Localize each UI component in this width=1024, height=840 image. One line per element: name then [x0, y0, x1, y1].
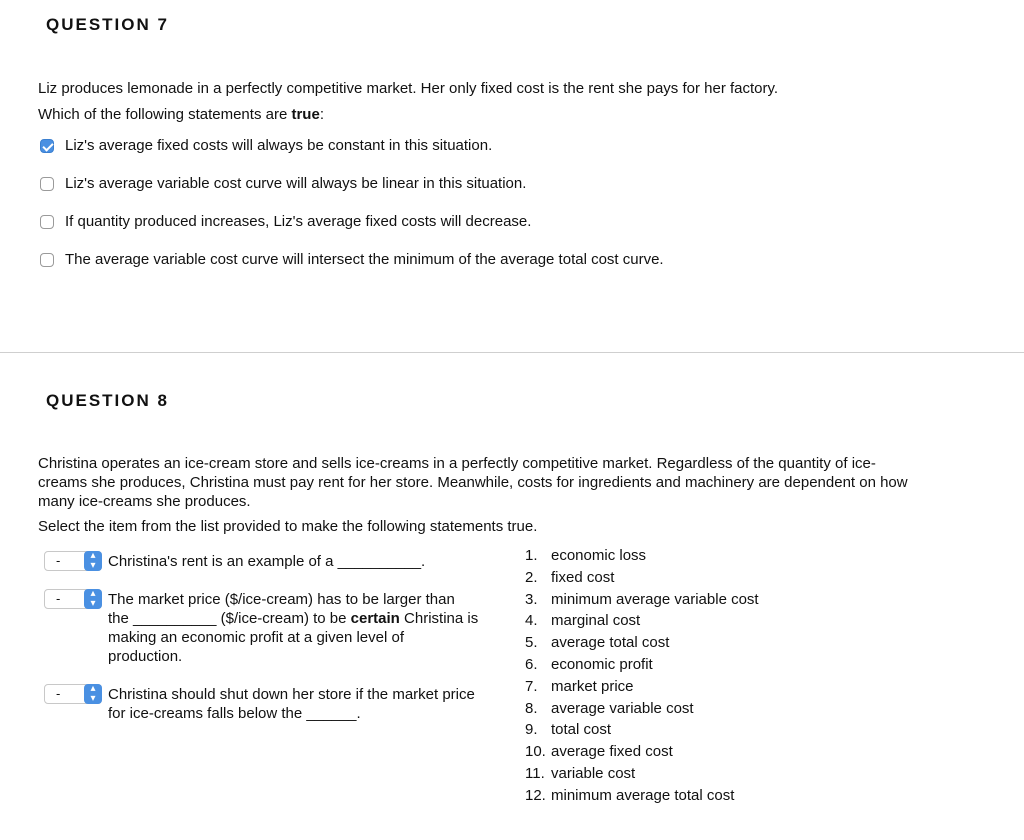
section-divider [0, 352, 1024, 353]
chevron-updown-icon[interactable]: ▴ ▾ [84, 684, 102, 704]
answer-select-2[interactable] [44, 589, 102, 609]
option-1[interactable] [40, 137, 492, 154]
list-item: 2. fixed cost [525, 568, 615, 586]
select-value: - [56, 686, 61, 701]
chevron-updown-icon[interactable]: ▴ ▾ [84, 551, 102, 571]
question-7-title: QUESTION 7 [46, 15, 169, 34]
question-8-prompt [38, 454, 908, 536]
statement-2: The market price ($/ice-cream) has to be larger than the __________ ($/ice-cream) to be certain Christina is making an economic profit at a given level of production. [108, 591, 479, 665]
checkbox-icon[interactable] [40, 215, 54, 229]
select-value: - [56, 553, 61, 568]
select-value: - [56, 591, 61, 606]
question-8-title: QUESTION 8 [46, 391, 169, 410]
list-item: 9. total cost [525, 721, 612, 739]
list-item: 5. average total cost [525, 634, 670, 652]
instruction: Select the item from the list provided to make the following statements true. [38, 518, 538, 535]
option-label: If quantity produced increases, Liz's average fixed costs will decrease. [65, 213, 532, 230]
option-label: Liz's average variable cost curve will always be linear in this situation. [65, 175, 527, 192]
list-item: 6. economic profit [525, 655, 653, 673]
option-label: Liz's average fixed costs will always be constant in this situation. [65, 137, 493, 154]
answer-list [525, 545, 759, 807]
checkbox-icon[interactable] [40, 253, 54, 267]
list-item: 1. economic loss [525, 547, 647, 564]
answer-select-3[interactable] [44, 684, 102, 704]
list-item: 12. minimum average total cost [525, 786, 735, 804]
option-4[interactable] [40, 251, 664, 268]
statement-1: Christina's rent is an example of a __________. [108, 553, 426, 570]
list-item: 3. minimum average variable cost [525, 590, 759, 608]
checkbox-icon[interactable] [40, 177, 54, 191]
answer-select-1[interactable] [44, 551, 102, 571]
prompt-line: Which of the following statements are true: [38, 106, 324, 123]
option-2[interactable] [40, 175, 526, 192]
list-item: 8. average variable cost [525, 699, 694, 717]
option-3[interactable] [40, 213, 531, 230]
prompt-line: Liz produces lemonade in a perfectly competitive market. Her only fixed cost is the rent she pays for her factory. [38, 80, 779, 97]
list-item: 10. average fixed cost [525, 743, 673, 761]
list-item: 7. market price [525, 677, 634, 695]
prompt-line: Christina operates an ice-cream store and sells ice-creams in a perfectly competitive market. Regardless of the quantity of ice- [38, 455, 876, 472]
prompt-line: many ice-creams she produces. [38, 493, 251, 510]
prompt-line: creams she produces, Christina must pay rent for her store. Meanwhile, costs for ingredients and machinery are dependent on how [38, 474, 908, 491]
chevron-updown-icon[interactable]: ▴ ▾ [84, 589, 102, 609]
question-7-prompt [38, 79, 778, 124]
option-label: The average variable cost curve will intersect the minimum of the average total cost curve. [65, 251, 664, 268]
list-item: 4. marginal cost [525, 612, 641, 630]
list-item: 11. variable cost [525, 764, 636, 782]
statement-3: Christina should shut down her store if the market price for ice-creams falls below the ______. [108, 686, 475, 722]
checkbox-checked-icon[interactable] [40, 139, 54, 153]
